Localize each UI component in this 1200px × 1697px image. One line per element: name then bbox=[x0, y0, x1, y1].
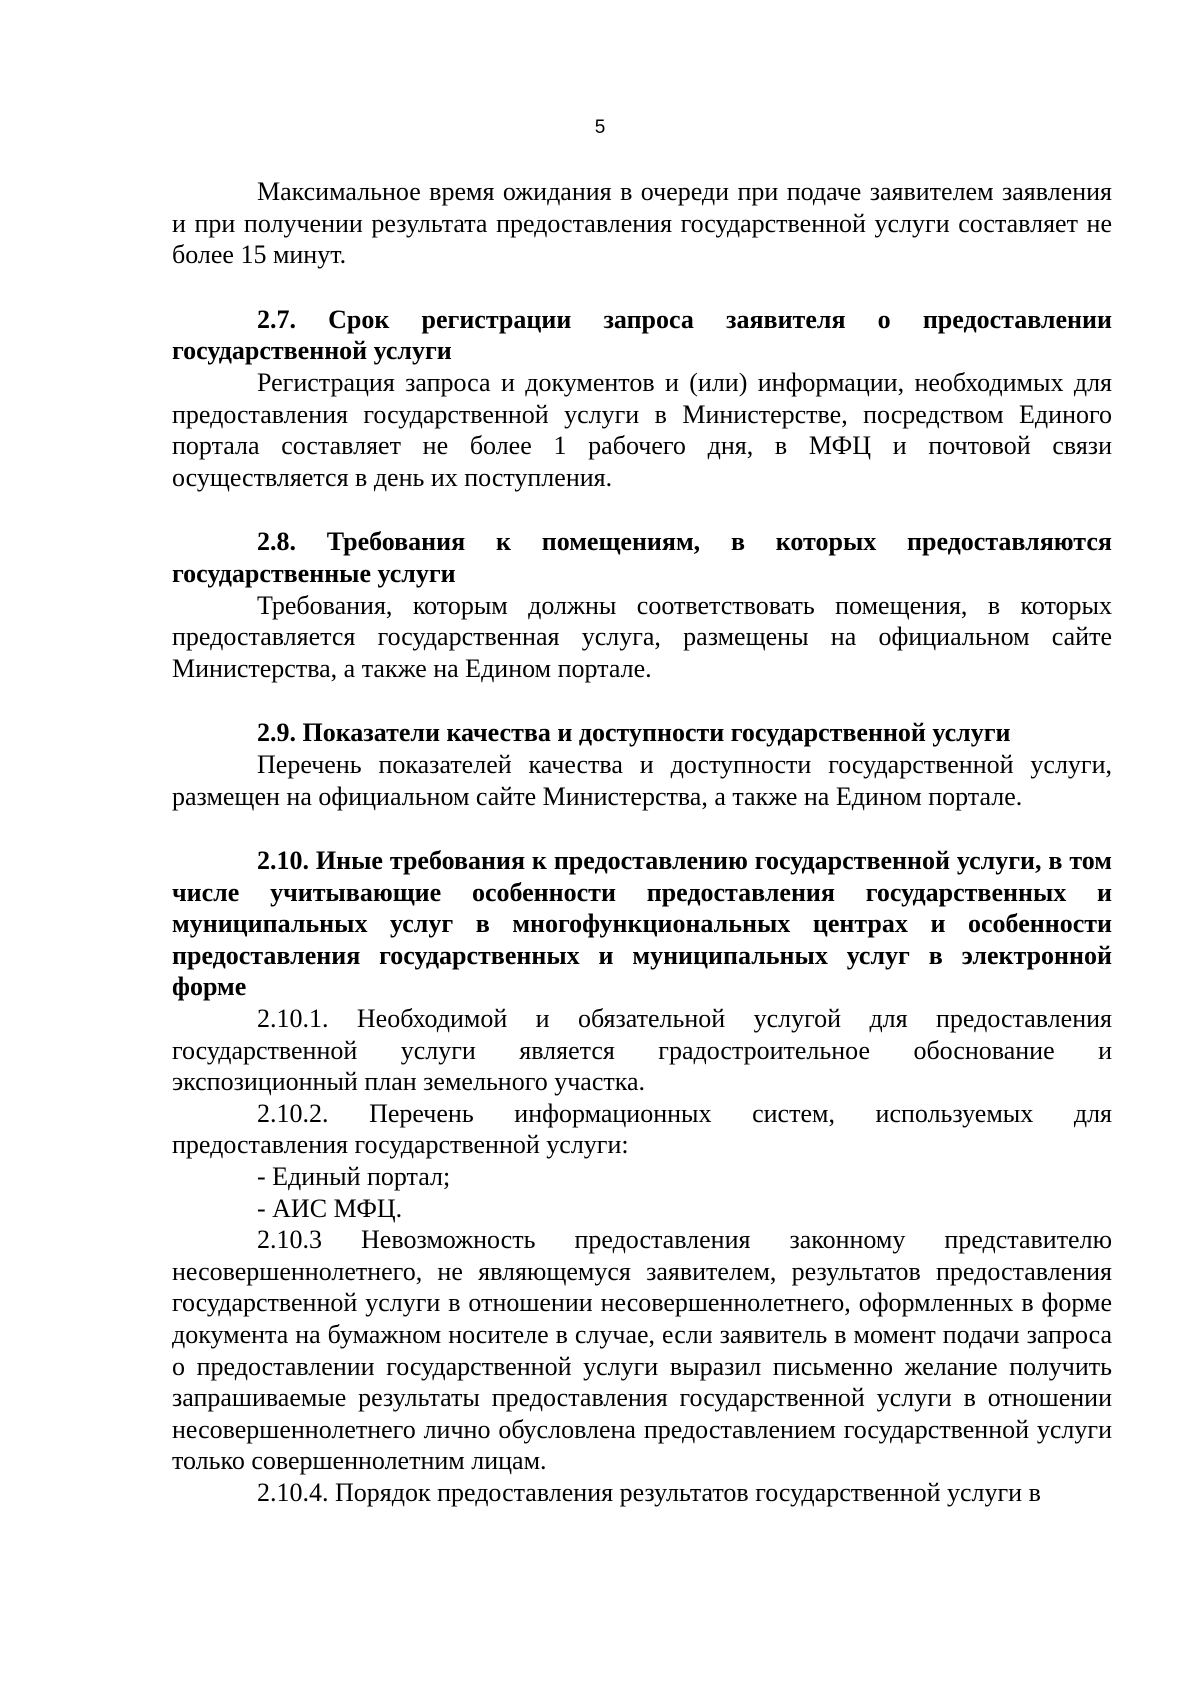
paragraph-2-9: Перечень показателей качества и доступности государственной услуги, размещен на официальном сайте Министерства, а также на Едином портале. bbox=[172, 749, 1112, 811]
document-body bbox=[172, 176, 1112, 1509]
spacer bbox=[172, 684, 1112, 717]
heading-2-8: 2.8. Требования к помещениям, в которых предоставляются государственные услуги bbox=[172, 527, 1112, 588]
paragraph-2-10-3: 2.10.3 Невозможность предоставления законному представителю несовершеннолетнего, не являющемуся заявителем, результатов предоставления государственной услуги в отношении несовершеннолетнего, оформленных в форме документа на бумажном носителе в случае, если заявитель в момент подачи запроса о предоставлении государственной услуги выразил письменно желание получить запрашиваемые результаты предоставления государственной услуги в отношении несовершеннолетнего лично обусловлена предоставлением государственной услуги только совершеннолетним лицам. bbox=[172, 1225, 1112, 1476]
heading-2-10: 2.10. Иные требования к предоставлению государственной услуги, в том числе учитывающие особенности предоставления государственных и муниципальных услуг в многофункциональных центрах и особенности предоставления государственных и муниципальных услуг в электронной форме bbox=[172, 846, 1112, 1002]
heading-2-9: 2.9. Показатели качества и доступности государственной услуги bbox=[257, 718, 1011, 748]
paragraph-2-7: Регистрация запроса и документов и (или) информации, необходимых для предоставления государственной услуги в Министерстве, посредством Единого портала составляет не более 1 рабочего дня, в МФЦ и почтовой связи осуществляется в день их поступления. bbox=[172, 367, 1112, 492]
paragraph-waiting-time: Максимальное время ожидания в очереди при подаче заявителем заявления и при получении результата предоставления государственной услуги составляет не более 15 минут. bbox=[172, 177, 1112, 270]
paragraph-2-10-4: 2.10.4. Порядок предоставления результатов государственной услуги в bbox=[257, 1477, 1041, 1507]
spacer bbox=[172, 271, 1112, 304]
list-item-ais-mfc: - АИС МФЦ. bbox=[257, 1193, 403, 1223]
paragraph-2-10-1: 2.10.1. Необходимой и обязательной услугой для предоставления государственной услуги является градостроительное обоснование и экспозиционный план земельного участка. bbox=[172, 1004, 1112, 1097]
heading-2-7: 2.7. Срок регистрации запроса заявителя о предоставлении государственной услуги bbox=[172, 304, 1112, 366]
page-number: 5 bbox=[594, 117, 606, 138]
paragraph-2-8: Требования, которым должны соответствовать помещения, в которых предоставляется государственная услуга, размещены на официальном сайте Министерства, а также на Едином портале. bbox=[172, 590, 1112, 683]
spacer bbox=[172, 812, 1112, 845]
list-item-single-portal: - Единый портал; bbox=[257, 1162, 451, 1192]
spacer bbox=[172, 493, 1112, 526]
paragraph-2-10-2: 2.10.2. Перечень информационных систем, используемых для предоставления государственной услуги: bbox=[172, 1098, 1112, 1160]
